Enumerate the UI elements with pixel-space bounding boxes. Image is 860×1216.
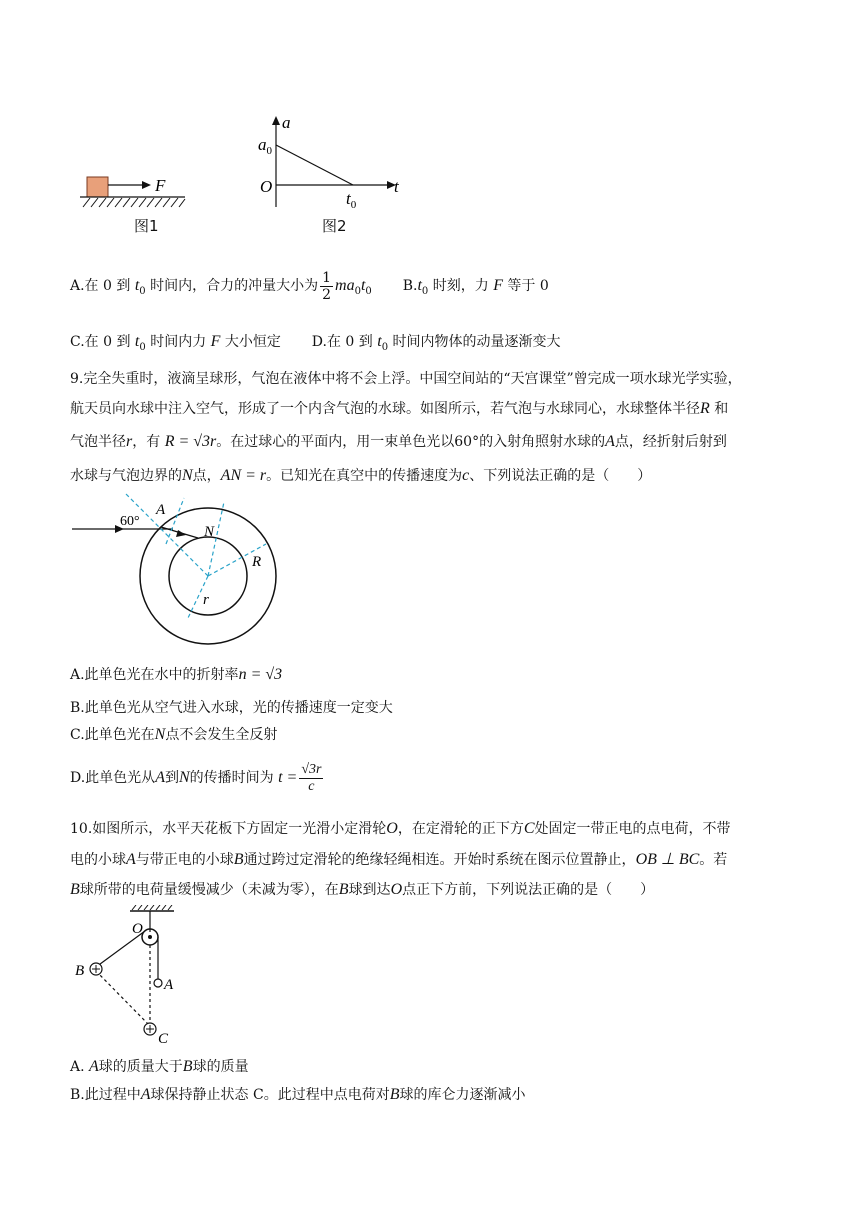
charge-c [144, 1023, 156, 1035]
arrow-up-icon [272, 116, 280, 125]
svg-text:t: t [394, 177, 399, 196]
ball-b [90, 963, 102, 975]
svg-text:O: O [260, 177, 273, 196]
q9-option-a: A.此单色光在水中的折射率n = √3 [70, 666, 283, 683]
svg-text:a0: $a_0$ [258, 135, 272, 157]
figure-2-caption: 图2 [322, 217, 347, 235]
svg-text:N: N [204, 524, 215, 540]
q10-stem-line-3: B球所带的电荷量缓慢减少（未减为零），在B球到达O点正下方前，下列说法正确的是（ ） [70, 881, 655, 898]
q9-stem-line-1: 9.完全失重时，液滴呈球形，气泡在液体中将不会上浮。中国空间站的“天宫课堂”曾完成一项水球光学实验， [70, 371, 742, 387]
svg-text:O: O [132, 921, 143, 937]
svg-text:t0: $t_0$ [346, 189, 357, 211]
q8-option-a-b: A.在 0 到 $t_0$ 时间内，合力的冲量大小为 $\frac{1}{2}$ $ma_0t_0$ $B.t_0$ 时刻，力 F 等于 0 [70, 269, 549, 303]
svg-text:A: A [164, 977, 174, 993]
svg-text:C: C [158, 1031, 169, 1047]
figure-9 [70, 490, 300, 655]
svg-text:A: A [156, 502, 166, 518]
q9-option-c: C.此单色光在N点不会发生全反射 [70, 726, 278, 743]
figure-1-caption: 图1 [134, 217, 159, 235]
q9-option-b: B.此单色光从空气进入水球，光的传播速度一定变大 [70, 700, 393, 716]
q9-option-d: D.此单色光从A到N的传播时间为 t = $\frac{√3r}{c}$ [70, 761, 322, 794]
graph-line [276, 145, 353, 185]
ball-a [154, 979, 162, 987]
figure-10 [72, 905, 202, 1050]
q9-stem-line-3: 气泡半径r，有 R = √3r。在过球心的平面内，用一束单色光以60°的入射角照射水球的A点，经折射后射到 [70, 433, 727, 450]
q10-option-a: A. A球的质量大于B球的质量 [70, 1058, 249, 1075]
q8-option-c-d: C.在 0 到 $t_0$ 时间内力 F 大小恒定 D.在 0 到 $t_0$ 时间内物体的动量逐渐变大 [70, 333, 561, 353]
q10-stem-line-1: 10.如图所示，水平天花板下方固定一光滑小定滑轮O，在定滑轮的正下方C处固定一带正电的点电荷，不带 [70, 820, 731, 837]
block [87, 177, 108, 197]
dashed-bc [96, 971, 150, 1026]
svg-text:r: r [203, 592, 209, 608]
svg-text:B: B [75, 963, 85, 979]
svg-text:R: R [252, 554, 262, 570]
q10-stem-line-2: 电的小球A与带正电的小球B通过跨过定滑轮的绝缘轻绳相连。开始时系统在图示位置静止，OB ⊥ BC。若 [70, 851, 728, 868]
arrow-right-icon [142, 181, 151, 189]
q10-option-b: B.此过程中A球保持静止状态 C。此过程中点电荷对B球的库仑力逐渐减小 [70, 1086, 526, 1103]
force-label: F [155, 176, 166, 195]
figure-2 [250, 112, 410, 212]
svg-text:a: a [282, 113, 291, 132]
svg-text:60°: 60° [120, 514, 140, 529]
q9-stem-line-4: 水球与气泡边界的N点，AN = r。已知光在真空中的传播速度为c、下列说法正确的是（ ） [70, 467, 652, 484]
q9-stem-line-2: 航天员向水球中注入空气，形成了一个内含气泡的水球。如图所示，若气泡与水球同心，水球整体半径R 和 [70, 400, 729, 417]
